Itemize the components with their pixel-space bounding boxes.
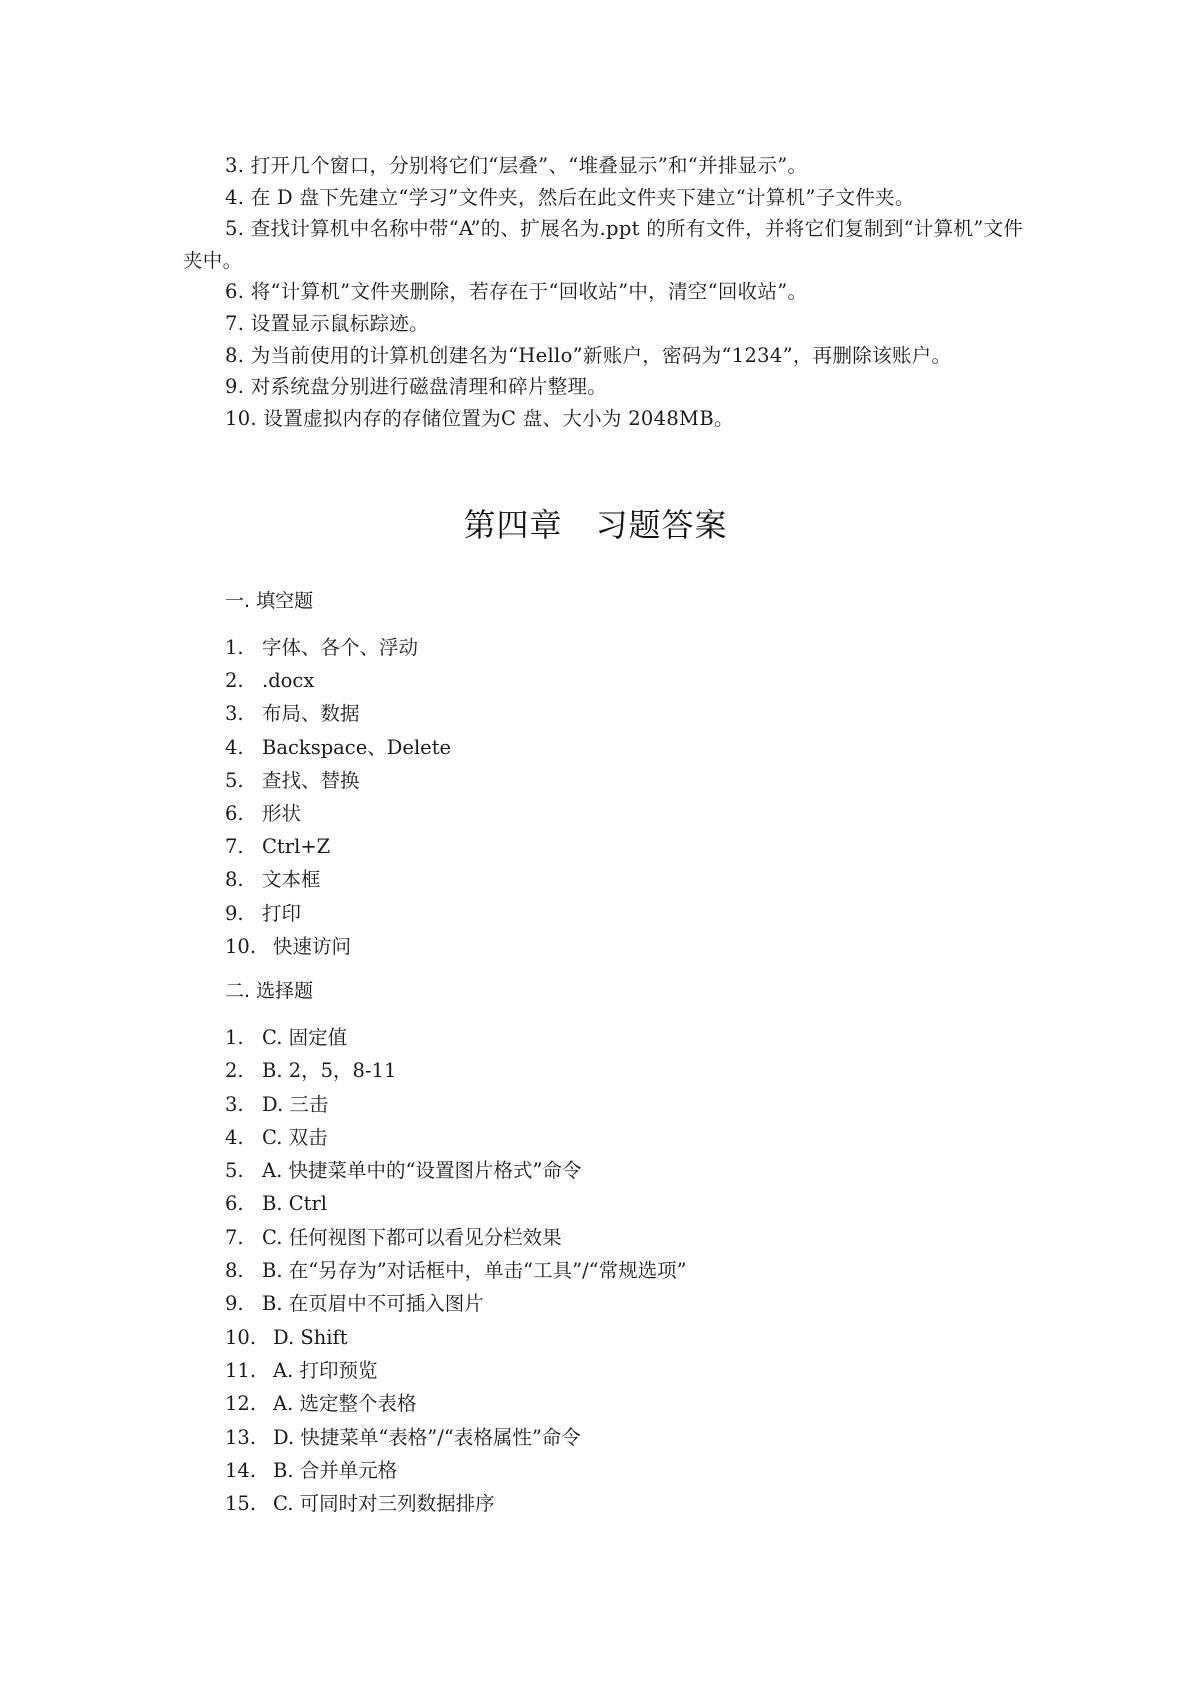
item-number: 1. [225, 1026, 244, 1049]
item-number: 13. [225, 1425, 257, 1449]
item-text: 形状 [262, 801, 302, 825]
item-number: 4. [225, 735, 244, 759]
item-text: A. 快捷菜单中的“设置图片格式”命令 [262, 1159, 582, 1183]
item-number: 12. [225, 1392, 257, 1416]
list-item [225, 1421, 1025, 1454]
item-number: 10. [225, 934, 257, 958]
item-text: C. 任何视图下都可以看见分栏效果 [262, 1225, 562, 1249]
item-number: 7. [225, 835, 244, 859]
item-text: D. 三击 [262, 1092, 329, 1116]
item-text: 快速访问 [273, 934, 352, 958]
list-item [225, 1121, 1025, 1154]
list-item [225, 1321, 1025, 1354]
item-number: 3. [225, 1092, 244, 1116]
item-number: 6. [225, 801, 244, 825]
section-heading-fill-in: 一. 填空题 [225, 590, 314, 612]
item-text: B. 在页眉中不可插入图片 [262, 1292, 484, 1316]
item-text: D. 快捷菜单“表格”/“表格属性”命令 [273, 1425, 581, 1449]
exercise-list [183, 150, 1028, 434]
list-item [225, 664, 1025, 697]
item-number: 15. [225, 1492, 257, 1516]
item-number: 14. [225, 1458, 257, 1482]
list-item [225, 1354, 1025, 1387]
list-item [225, 1021, 1025, 1054]
item-text: B. Ctrl [262, 1192, 328, 1216]
item-number: 8. [225, 868, 244, 892]
item-text: 布局、数据 [262, 702, 360, 726]
item-text: D. Shift [273, 1325, 348, 1349]
list-item [225, 631, 1025, 664]
item-text: 字体、各个、浮动 [262, 636, 419, 659]
item-text: 查找、替换 [262, 768, 360, 792]
item-text: B. 2，5，8-11 [262, 1059, 397, 1083]
item-text: C. 可同时对三列数据排序 [273, 1492, 495, 1516]
list-item [225, 863, 1025, 896]
list-item [225, 1187, 1025, 1220]
item-number: 8. [225, 1259, 244, 1283]
item-number: 2. [225, 669, 244, 693]
list-item [225, 930, 1025, 963]
item-number: 9. [225, 901, 244, 925]
item-number: 2. [225, 1059, 244, 1083]
item-number: 1. [225, 636, 244, 659]
list-item [225, 1487, 1025, 1520]
item-text: B. 在“另存为”对话框中，单击“工具”/“常规选项” [262, 1259, 687, 1283]
exercise-item-7: 7. 设置显示鼠标踪迹。 [225, 311, 429, 335]
item-number: 9. [225, 1292, 244, 1316]
item-number: 11. [225, 1358, 257, 1382]
list-item [225, 1088, 1025, 1121]
list-item [225, 1254, 1025, 1287]
item-number: 7. [225, 1225, 244, 1249]
item-text: B. 合并单元格 [273, 1458, 398, 1482]
list-item [225, 1221, 1025, 1254]
item-text: A. 打印预览 [273, 1358, 378, 1382]
item-number: 4. [225, 1125, 244, 1149]
item-text: 文本框 [262, 868, 321, 892]
item-number: 3. [225, 702, 244, 726]
exercise-item-9: 9. 对系统盘分别进行磁盘清理和碎片整理。 [225, 375, 608, 399]
list-item [225, 897, 1025, 930]
item-text: 打印 [262, 901, 302, 925]
exercise-item-10: 10. 设置虚拟内存的存储位置为C 盘、大小为 2048MB。 [225, 406, 734, 430]
section-heading-multiple-choice: 二. 选择题 [225, 980, 314, 1002]
item-text: C. 双击 [262, 1125, 328, 1149]
list-item [225, 764, 1025, 797]
item-text: C. 固定值 [262, 1026, 348, 1049]
item-text: Backspace、Delete [262, 735, 452, 759]
exercise-item-6: 6. 将“计算机”文件夹删除，若存在于“回收站”中，清空“回收站”。 [225, 280, 808, 304]
exercise-item-3: 3. 打开几个窗口，分别将它们“层叠”、“堆叠显示”和“并排显示”。 [225, 154, 808, 177]
exercise-item-8: 8. 为当前使用的计算机创建名为“Hello”新账户，密码为“1234”，再删除该账户。 [225, 343, 952, 367]
list-item [225, 1454, 1025, 1487]
item-text: .docx [262, 669, 315, 693]
item-number: 10. [225, 1325, 257, 1349]
item-text: Ctrl+Z [262, 835, 331, 859]
list-item [225, 797, 1025, 830]
choice-answer-list [225, 1021, 1025, 1520]
item-text: A. 选定整个表格 [273, 1392, 417, 1416]
list-item [225, 731, 1025, 764]
list-item [225, 830, 1025, 863]
chapter-title: 第四章 习题答案 [463, 506, 728, 544]
exercise-item-5: 5. 查找计算机中名称中带“A”的、扩展名为.ppt 的所有文件，并将它们复制到“计算机”文件夹中。 [183, 217, 1024, 272]
item-number: 6. [225, 1192, 244, 1216]
item-number: 5. [225, 768, 244, 792]
list-item [225, 1054, 1025, 1087]
exercise-item-4: 4. 在 D 盘下先建立“学习”文件夹，然后在此文件夹下建立“计算机”子文件夹。 [225, 185, 915, 209]
list-item [225, 1154, 1025, 1187]
list-item [225, 697, 1025, 730]
list-item [225, 1387, 1025, 1420]
list-item [225, 1287, 1025, 1320]
item-number: 5. [225, 1159, 244, 1183]
fill-in-answer-list [225, 631, 1025, 963]
